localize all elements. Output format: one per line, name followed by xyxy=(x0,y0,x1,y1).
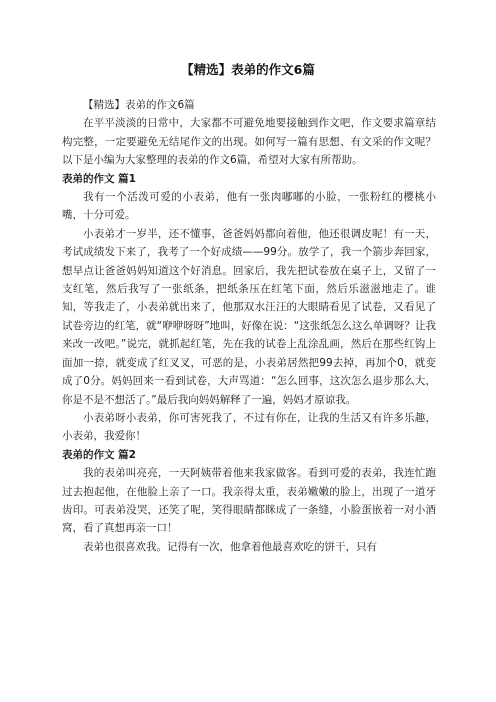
section-1-paragraph-3: 小表弟呀小表弟，你可害死我了，不过有你在，让我的生活又有许多乐趣，小表弟，我爱你！ xyxy=(62,411,436,443)
document-body xyxy=(62,96,436,556)
section-1-paragraph-1: 我有一个活泼可爱的小表弟，他有一张肉嘟嘟的小脸，一张粉红的樱桃小嘴，十分可爱。 xyxy=(62,191,436,222)
section-2-paragraph-1: 我的表弟叫亮亮，一天阿姨带着他来我家做客。看到可爱的表弟，我连忙跑过去抱起他，在他脸上亲了一口。我亲得太重，表弟嫩嫩的脸上，出现了一道牙齿印。可表弟没哭，还笑了呢，笑得眼睛都眯成了一条缝，小脸蛋嵌着一对小酒窝，看了真想再亲一口！ xyxy=(62,467,436,535)
section-heading-2: 表弟的作文 篇2 xyxy=(62,448,136,461)
section-2-paragraph-2: 表弟也很喜欢我。记得有一次，他拿着他最喜欢吃的饼干，只有 xyxy=(83,540,377,553)
section-1-paragraph-2: 小表弟才一岁半，还不懂事，爸爸妈妈都向着他，他还很调皮呢！有一天，考试成绩发下来了，我考了一个好成绩——99分。放学了，我一个箭步奔回家，想早点让爸爸妈妈知道这个好消息。回家后，我先把试卷放在桌子上，又留了一支红笔，然后我写了一张纸条，把纸条压在红笔下面，然后乐滋滋地走了。谁知，等我走了，小表弟就出来了，他那双水汪汪的大眼睛看见了试卷，又看见了试卷旁边的红笔，就“咿咿呀呀”地叫，好像在说：“这张纸怎么这么单调呀？让我来改一改吧。”说完，就抓起红笔，先在我的试卷上乱涂乱画，然后在那些红钩上面加一捺，就变成了红叉叉，可恶的是，小表弟居然把99去掉，再加个0，就变成了0分。妈妈回来一看到试卷，大声骂道：“怎么回事，这次怎么退步那么大，你是不是不想活了。”最后我向妈妈解释了一遍，妈妈才原谅我。 xyxy=(62,227,436,406)
document-title: 【精选】表弟的作文6篇 xyxy=(181,62,315,77)
intro-paragraph: 在平平淡淡的日常中，大家都不可避免地要接触到作文吧，作文要求篇章结构完整，一定要避免无结尾作文的出现。如何写一篇有思想、有文采的作文呢？以下是小编为大家整理的表弟的作文6篇，希望对大家有所帮助。 xyxy=(62,117,436,167)
intro-repeat-title: 【精选】表弟的作文6篇 xyxy=(83,99,195,111)
section-heading-1: 表弟的作文 篇1 xyxy=(62,172,136,185)
